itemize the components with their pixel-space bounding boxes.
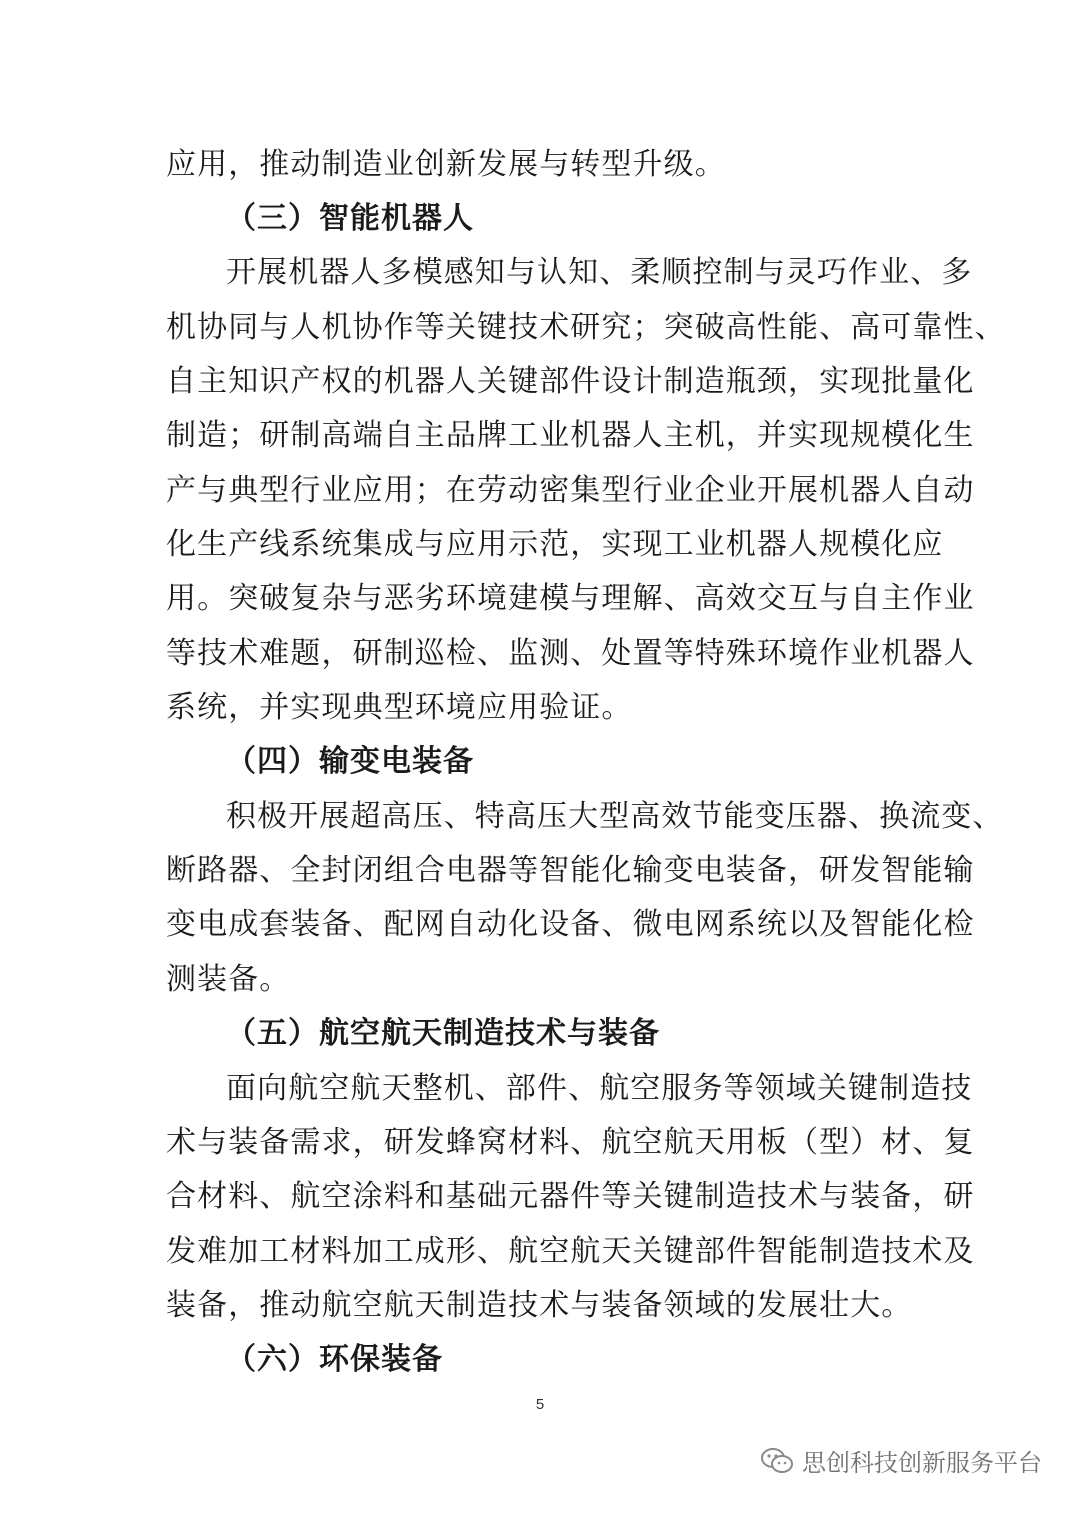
- paragraph-line: 机协同与人机协作等关键技术研究；突破高性能、高可靠性、: [166, 310, 1006, 345]
- paragraph-line: 等技术难题，研制巡检、监测、处置等特殊环境作业机器人: [166, 636, 975, 671]
- paragraph-line: 应用，推动制造业创新发展与转型升级。: [166, 147, 726, 182]
- watermark: [760, 1443, 1042, 1478]
- paragraph-line: 自主知识产权的机器人关键部件设计制造瓶颈，实现批量化: [166, 364, 975, 399]
- paragraph-line: 合材料、航空涂料和基础元器件等关键制造技术与装备，研: [166, 1179, 975, 1214]
- paragraph-line: 化生产线系统集成与应用示范，实现工业机器人规模化应: [166, 527, 944, 562]
- section-heading: （三）智能机器人: [226, 201, 474, 236]
- paragraph-line: 开展机器人多模感知与认知、柔顺控制与灵巧作业、多: [226, 255, 973, 290]
- paragraph-line: 产与典型行业应用；在劳动密集型行业企业开展机器人自动: [166, 473, 975, 508]
- paragraph-line: 用。突破复杂与恶劣环境建模与理解、高效交互与自主作业: [166, 581, 975, 616]
- page-number: 5: [535, 1396, 545, 1413]
- watermark-text: 思创科技创新服务平台: [802, 1449, 1042, 1477]
- section-heading: （四）输变电装备: [226, 744, 474, 779]
- paragraph-line: 装备，推动航空航天制造技术与装备领域的发展壮大。: [166, 1288, 913, 1323]
- paragraph-line: 面向航空航天整机、部件、航空服务等领域关键制造技: [226, 1071, 973, 1106]
- paragraph-line: 断路器、全封闭组合电器等智能化输变电装备，研发智能输: [166, 853, 975, 888]
- paragraph-line: 制造；研制高端自主品牌工业机器人主机，并实现规模化生: [166, 418, 975, 453]
- paragraph-line: 发难加工材料加工成形、航空航天关键部件智能制造技术及: [166, 1234, 975, 1269]
- paragraph-line: 术与装备需求，研发蜂窝材料、航空航天用板（型）材、复: [166, 1125, 975, 1160]
- paragraph-line: 变电成套装备、配网自动化设备、微电网系统以及智能化检: [166, 907, 975, 942]
- wechat-icon: [760, 1447, 794, 1475]
- section-heading: （五）航空航天制造技术与装备: [226, 1016, 660, 1051]
- paragraph-line: 系统，并实现典型环境应用验证。: [166, 690, 633, 725]
- paragraph-line: 测装备。: [166, 962, 291, 997]
- paragraph-line: 积极开展超高压、特高压大型高效节能变压器、换流变、: [226, 799, 1004, 834]
- section-heading: （六）环保装备: [226, 1342, 443, 1377]
